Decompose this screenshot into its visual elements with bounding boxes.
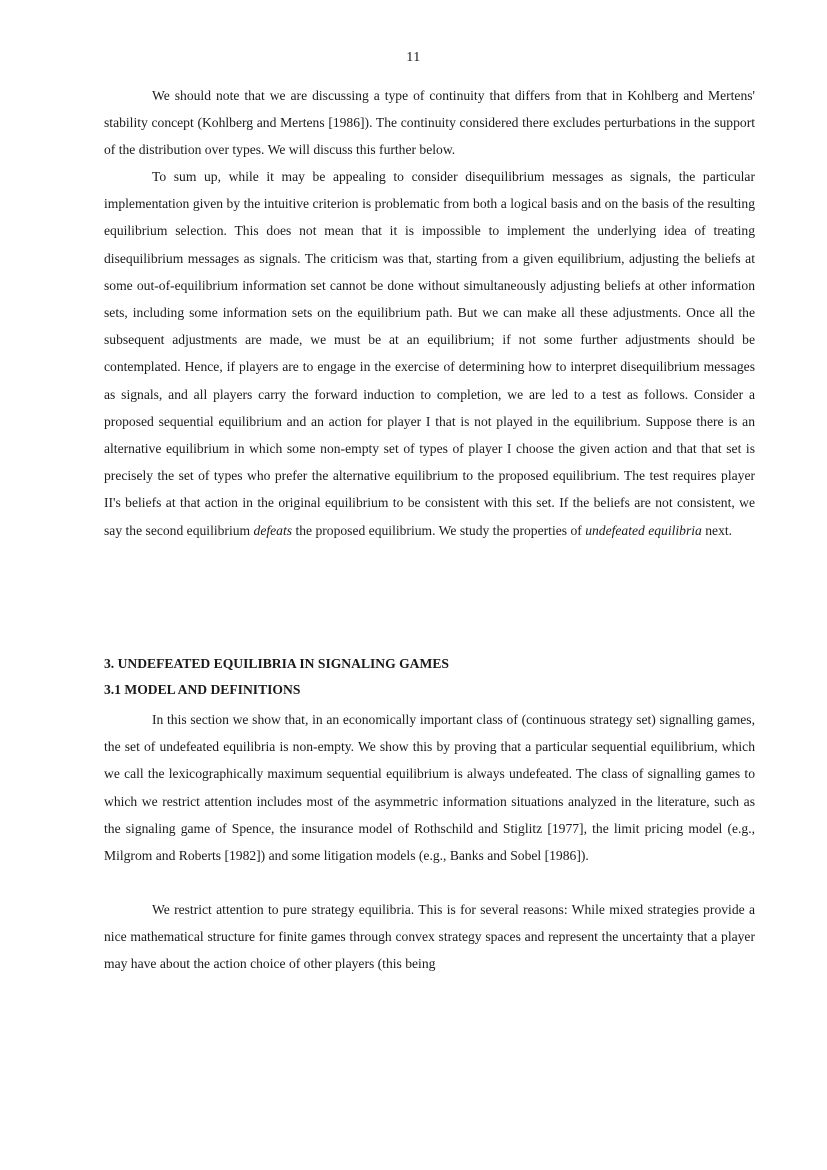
section-heading: 3. UNDEFEATED EQUILIBRIA IN SIGNALING GAMES [104,656,449,671]
paragraph-sum-up-text-2: the proposed equilibrium. We study the properties of [295,522,582,538]
paragraph-sum-up-text-3: next. [705,522,733,538]
subsection-heading: 3.1 MODEL AND DEFINITIONS [104,682,301,697]
emphasis-defeats: defeats [253,522,293,538]
paragraph-sum-up-text-1: To sum up, while it may be appealing to consider disequilibrium messages as signals, the particular implementation given by the intuitive criterion is problematic from both a logical basis and on the basis of the resulting equilibrium selection. This does not mean that it is impossible to implement the underlying idea of treating disequilibrium messages as signals. The criticism was that, starting from a given equilibrium, adjusting the beliefs at some out-of-equilibrium information set cannot be done without simultaneously adjusting beliefs at other information sets, including some information sets on the equilibrium path. But we can make all these adjustments. Once all the subsequent adjustments are made, we must be at an equilibrium; if not some further adjustments should be contemplated. Hence, if players are to engage in the exercise of determining how to interpret disequilibrium messages as signals, and all players carry the forward induction to completion, we are led to a test as follows. Consider a proposed sequential equilibrium and an action for player I that is not played in the equilibrium. Suppose there is an alternative equilibrium in which some non-empty set of types of player I choose the given action and that that set is precisely the set of types who prefer the alternative equilibrium to the proposed equilibrium. The test requires player II's beliefs at that action in the original equilibrium to be consistent with this set. If the beliefs are not consistent, we say the second equilibrium [104,169,755,538]
page-number: 11 [406,50,421,65]
paragraph-sum-up [104,163,755,544]
paragraph-pure-strategy: We restrict attention to pure strategy equilibria. This is for several reasons: While mixed strategies provide a nice mathematical structure for finite games through convex strategy spaces and represent the uncertainty that a player may have about the action choice of other players (this being [104,902,755,972]
emphasis-undefeated-equilibria: undefeated equilibria [585,522,702,538]
paragraph-continuity-note: We should note that we are discussing a type of continuity that differs from that in Kohlberg and Mertens' stability concept (Kohlberg and Mertens [1986]). The continuity considered there excludes perturbations in the support of the distribution over types. We will discuss this further below. [104,88,755,158]
paragraph-section-intro: In this section we show that, in an economically important class of (continuous strategy set) signalling games, the set of undefeated equilibria is non-empty. We show this by proving that a particular sequential equilibrium, which we call the lexicographically maximum sequential equilibrium is always undefeated. The class of signalling games to which we restrict attention includes most of the asymmetric information situations analyzed in the literature, such as the signaling game of Spence, the insurance model of Rothschild and Stiglitz [1977], the limit pricing model (e.g., Milgrom and Roberts [1982]) and some litigation models (e.g., Banks and Sobel [1986]). [104,712,755,864]
